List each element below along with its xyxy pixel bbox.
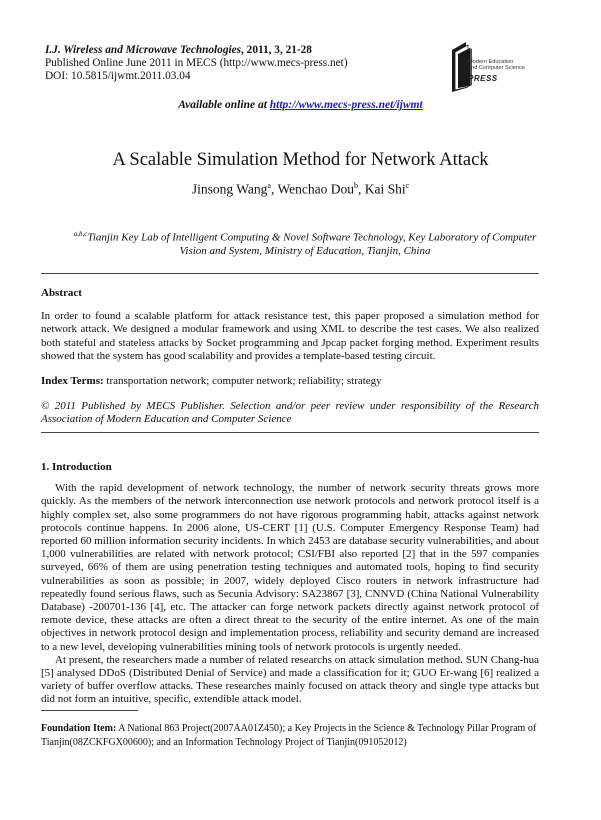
journal-title-line (45, 44, 348, 57)
footnote-rule (41, 710, 138, 711)
abstract-text: In order to found a scalable platform for attack resistance test, this paper proposed a simulation method for network attack. We designed a modular framework and using XML to describe the test cases. We also realized both stateful and stateless attacks by Socket programming and Jpcap packet forging method. Experiment results showed that the system has good scalability and provides a template-based testing circuit. (41, 310, 539, 362)
author: Jinsong Wang (191, 181, 268, 197)
author: Kai Shi (364, 181, 406, 197)
publisher-logo (446, 28, 556, 98)
logo-text: Modern Education and Computer Science (468, 59, 525, 71)
paper-title: A Scalable Simulation Method for Network Attack (112, 150, 489, 170)
published-line: Published Online June 2011 in MECS (http://www.mecs-press.net) (45, 57, 348, 69)
copyright: © 2011 Published by MECS Publisher. Selection and/or peer review under responsibility of the Research Association of Modern Education and Computer Science (41, 400, 539, 426)
index-terms: Index Terms: transportation network; computer network; reliability; strategy (41, 375, 382, 388)
author: Wenchao Dou (277, 181, 354, 197)
available-online: Available online at http://www.mecs-press.net/ijwmt (178, 99, 423, 111)
doi-line: DOI: 10.5815/ijwmt.2011.03.04 (45, 70, 191, 82)
divider (41, 273, 539, 274)
authors: Jinsong Wang$^a$, Wenchao Dou$^b$, Kai Shi$^c$ (191, 181, 410, 197)
section-heading: 1. Introduction (41, 461, 112, 473)
abstract-section (41, 287, 539, 427)
journal-issue: , 2011, 3, 21-28 (241, 44, 312, 56)
journal-title: I.J. Wireless and Microwave Technologies (45, 44, 242, 56)
affiliation: $^{a,b,c}$Tianjin Key Lab of Intelligent Computing & Novel Software Technology, Key Laboratory of Computer Vision and System, Ministry of Education, Tianjin, China (73, 230, 537, 257)
abstract-heading: Abstract (41, 287, 82, 299)
footnote: Foundation Item: A National 863 Project(2007AA01Z450); a Key Projects in the Science & Technology Pillar Program of Tianjin(08ZCKFGX00600); and an Information Technology Project of Tianjin(091052012) (41, 723, 537, 748)
journal-header (45, 44, 348, 83)
logo-press: PRESS (468, 74, 498, 83)
paragraph: At present, the researchers made a number of related researchs on attack simulation method. SUN Chang-hua [5] analysed DDoS (Distributed Denial of Service) and made a classification for it; GUO Er-wang [6] realized a variety of buffer overflow attacks. These researches mainly focused on attack theory and single type attacks but did not form an intuitive, specific, extendible attack model. (41, 653, 539, 706)
paragraph: With the rapid development of network technology, the number of network security threats grows more quickly. As the members of the network interconnection use network protocols and network protocol itself is a highly complex set, also some programmers do not have rigorous programming habit, attacks against network protocols continue happens. In 2006 alone, US-CERT [1] (U.S. Computer Emergency Response Team) had reported 60 million information security incidents. In which 2453 are database security vulnerabilities, and about 1,000 vulnerabilities are related with network protocol; CSI/FBI also reported [2] that in the 597 companies surveyed, 66% of them are using penetration testing techniques and automated tools, hoping to find security vulnerabilities as soon as possible; in 2007, widely deployed Cisco routers in network infrastructure had repeatedly found serious flaws, such as Secunia Advisory: SA23867 [3], CNNVD (China National Vulnerability Database) -200701-136 [4], etc. The attacker can forge network packets directly against network protocol of remote device, these attacks are often a direct threat to the security of the entire internet. As one of the main objectives in network protocol design and implementation process, reliability and security demand are increased to a new level, developing vulnerabilities mining tools of network protocols is urgently needed. (41, 482, 539, 653)
introduction-section (41, 461, 539, 707)
divider (41, 432, 539, 433)
journal-link[interactable]: http://www.mecs-press.net/ijwmt (269, 99, 423, 111)
